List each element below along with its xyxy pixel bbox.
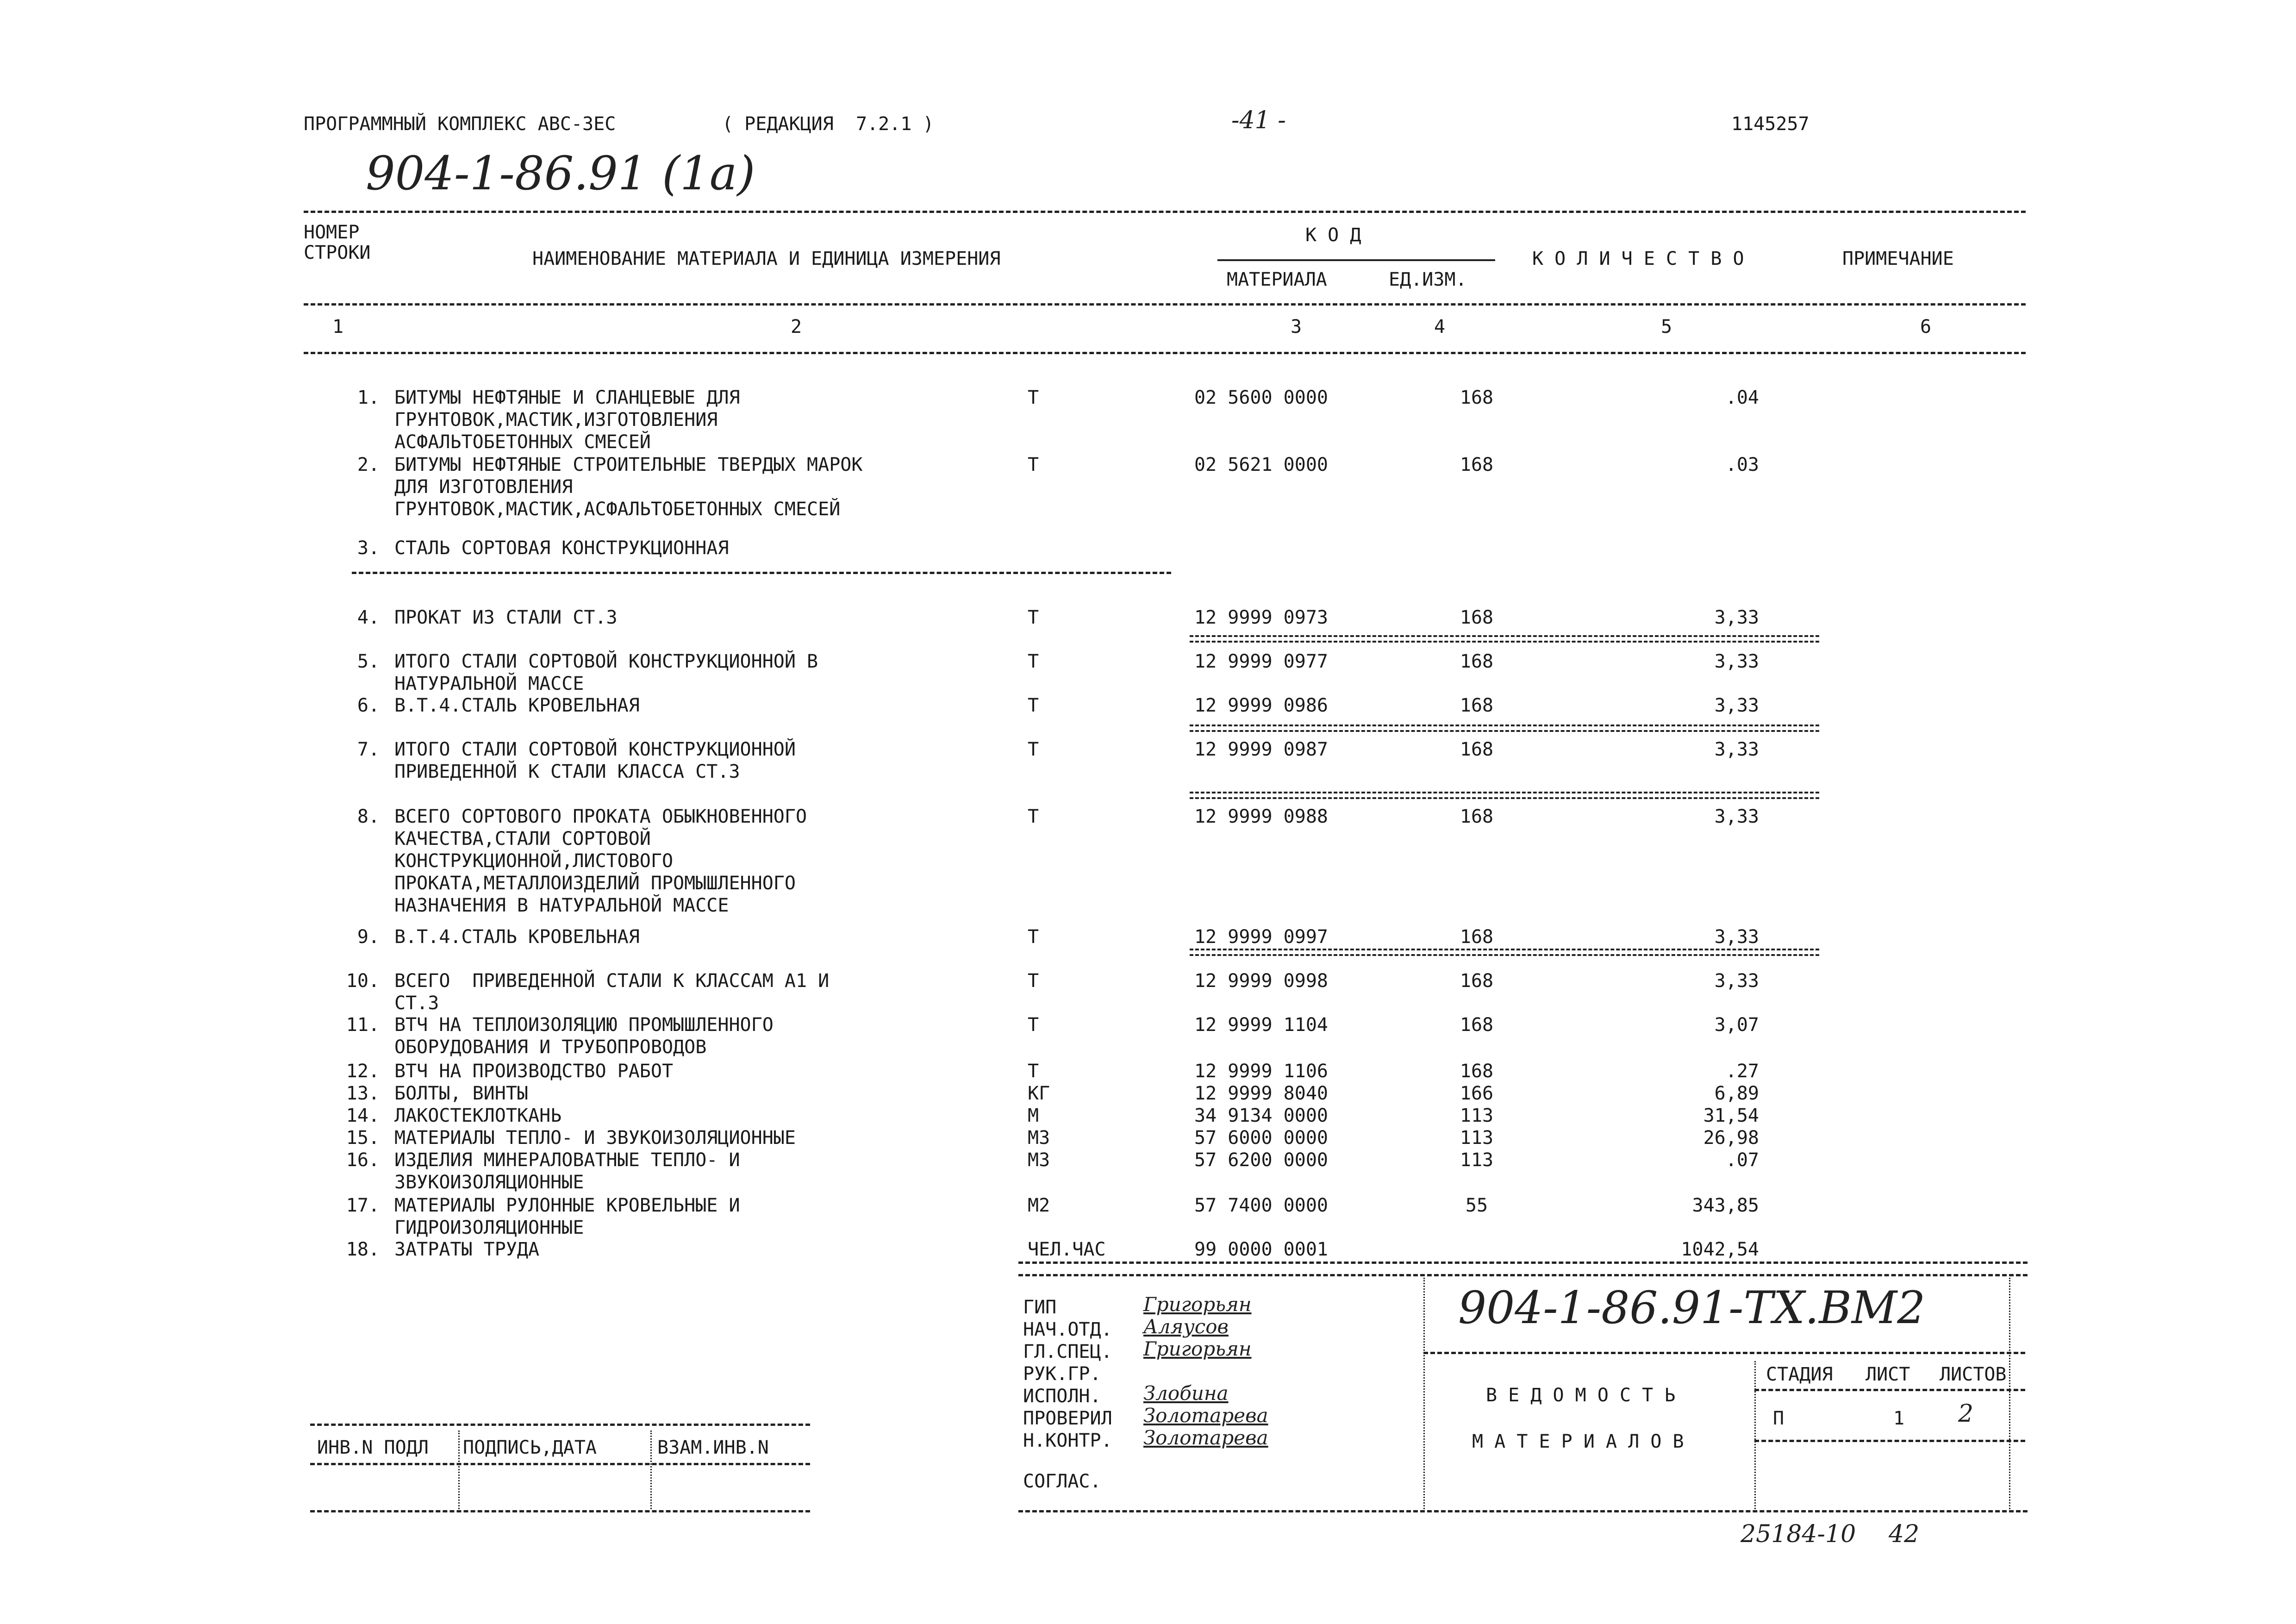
row-unit: М2 (1028, 1195, 1050, 1216)
stamp-bottom-rule (1018, 1510, 2028, 1512)
row-quantity: 3,33 (1714, 739, 1759, 760)
row-number: 14. (346, 1105, 380, 1126)
row-unit-code: 55 (1465, 1195, 1488, 1216)
row-number: 6. (357, 695, 380, 716)
col-num-1: 1 (332, 316, 344, 337)
row-quantity: 3,33 (1714, 970, 1759, 992)
row-name-line: МАТЕРИАЛЫ РУЛОННЫЕ КРОВЕЛЬНЫЕ И (394, 1195, 740, 1216)
stamp-role: ГЛ.СПЕЦ. (1023, 1341, 1112, 1362)
code-subrule (1217, 259, 1495, 261)
row-name-line: ВТЧ НА ТЕПЛОИЗОЛЯЦИЮ ПРОМЫШЛЕННОГО (394, 1014, 774, 1036)
row-name-line: ЗАТРАТЫ ТРУДА (394, 1239, 540, 1260)
sheet-header: ЛИСТ (1866, 1364, 1910, 1385)
stamp-signatory: Золотарева (1143, 1404, 1268, 1427)
col-num-2: 2 (790, 316, 802, 337)
stamp-divider-2 (1754, 1361, 1756, 1509)
row-name-line: АСФАЛЬТОБЕТОННЫХ СМЕСЕЙ (394, 431, 651, 453)
total-rule-row4 (1190, 635, 1819, 643)
row-number: 5. (357, 651, 380, 672)
col-num-5: 5 (1660, 316, 1672, 337)
col-num-6: 6 (1920, 316, 1932, 337)
row-name-line: БИТУМЫ НЕФТЯНЫЕ СТРОИТЕЛЬНЫЕ ТВЕРДЫХ МАРОК (394, 454, 863, 475)
inv-bottom-rule (310, 1510, 810, 1512)
stamp-signatory: Злобина (1143, 1382, 1229, 1405)
col-quantity: К О Л И Ч Е С Т В О (1532, 248, 1744, 269)
stamp-role: СОГЛАС. (1023, 1471, 1101, 1492)
row-material-code: 02 5621 0000 (1194, 454, 1328, 475)
stamp-role: РУК.ГР. (1023, 1363, 1101, 1385)
doc-title-1: В Е Д О М О С Т Ь (1486, 1385, 1676, 1406)
header-mid-rule (304, 303, 2026, 306)
row-number: 16. (346, 1149, 380, 1171)
row-unit: М3 (1028, 1127, 1050, 1149)
page-mark: -41 - (1231, 106, 1286, 134)
row-number: 1. (357, 387, 380, 408)
stamp-signatory: Григорьян (1143, 1293, 1252, 1316)
row-unit-code: 168 (1460, 651, 1494, 672)
stamp-divider-3 (2009, 1278, 2010, 1509)
row-number: 8. (357, 806, 380, 827)
row-material-code: 57 6000 0000 (1194, 1127, 1328, 1149)
row-number: 13. (346, 1083, 380, 1104)
stamp-role: ГИП (1023, 1297, 1057, 1318)
row-unit-code: 168 (1460, 806, 1494, 827)
row-quantity: 3,33 (1714, 926, 1759, 948)
row-name-line: ЛАКОСТЕКЛОТКАНЬ (394, 1105, 562, 1126)
row-unit: Т (1028, 651, 1039, 672)
row-material-code: 12 9999 1106 (1194, 1061, 1328, 1082)
footer-code: 25184-10 (1741, 1520, 1856, 1548)
row-material-code: 99 0000 0001 (1194, 1239, 1328, 1260)
stamp-role: Н.КОНТР. (1023, 1430, 1112, 1451)
row-material-code: 12 9999 1104 (1194, 1014, 1328, 1036)
row-unit-code: 168 (1460, 387, 1494, 408)
row-name-line: СТАЛЬ СОРТОВАЯ КОНСТРУКЦИОННАЯ (394, 537, 729, 559)
replace-inv-label: ВЗАМ.ИНВ.N (657, 1437, 769, 1458)
row-name-line: КОНСТРУКЦИОННОЙ,ЛИСТОВОГО (394, 850, 674, 872)
row-unit-code: 168 (1460, 926, 1494, 948)
row-name-line: СТ.3 (394, 993, 439, 1014)
stamp-top-rule (1018, 1262, 2028, 1264)
total-rule-row7 (1190, 792, 1819, 799)
row-quantity: 3,33 (1714, 651, 1759, 672)
row-unit: Т (1028, 739, 1039, 760)
row-name-line: ИТОГО СТАЛИ СОРТОВОЙ КОНСТРУКЦИОННОЙ (394, 739, 796, 760)
row-material-code: 12 9999 0997 (1194, 926, 1328, 948)
signature-date-label: ПОДПИСЬ,ДАТА (463, 1437, 597, 1458)
row-unit: Т (1028, 1061, 1039, 1082)
stamp-role: НАЧ.ОТД. (1023, 1319, 1112, 1340)
row-unit: М3 (1028, 1149, 1050, 1171)
row-quantity: 3,07 (1714, 1014, 1759, 1036)
inv-divider-2 (650, 1430, 652, 1509)
edition: ( РЕДАКЦИЯ 7.2.1 ) (722, 113, 934, 135)
header-bottom-rule (304, 352, 2026, 354)
row-unit: Т (1028, 454, 1039, 475)
row-number: 9. (357, 926, 380, 948)
row-unit: Т (1028, 926, 1039, 948)
sheets-value: 2 (1958, 1400, 1974, 1428)
doc-code: 904-1-86.91-ТХ.ВМ2 (1458, 1282, 1926, 1334)
row-quantity: .04 (1725, 387, 1759, 408)
stamp-divider-1 (1423, 1278, 1425, 1509)
row-name-line: ВСЕГО СОРТОВОГО ПРОКАТА ОБЫКНОВЕННОГО (394, 806, 807, 827)
row-material-code: 57 7400 0000 (1194, 1195, 1328, 1216)
row-unit: Т (1028, 695, 1039, 716)
row-material-code: 12 9999 0988 (1194, 806, 1328, 827)
stamp-signatory: Аляусов (1143, 1315, 1229, 1338)
row-quantity: 31,54 (1703, 1105, 1759, 1126)
col-note: ПРИМЕЧАНИЕ (1842, 248, 1954, 269)
row-quantity: 3,33 (1714, 695, 1759, 716)
row-name-line: МАТЕРИАЛЫ ТЕПЛО- И ЗВУКОИЗОЛЯЦИОННЫЕ (394, 1127, 796, 1149)
row-name-line: ПРИВЕДЕННОЙ К СТАЛИ КЛАССА СТ.3 (394, 761, 740, 782)
row-unit: ЧЕЛ.ЧАС (1028, 1239, 1106, 1260)
col-num-3: 3 (1290, 316, 1302, 337)
row-unit-code: 168 (1460, 1061, 1494, 1082)
row-name-line: ПРОКАТ ИЗ СТАЛИ СТ.3 (394, 607, 618, 628)
row-unit: М (1028, 1105, 1039, 1126)
row-quantity: 3,33 (1714, 607, 1759, 628)
row-unit-code: 168 (1460, 970, 1494, 992)
row-name-line: ГРУНТОВОК,МАСТИК,ИЗГОТОВЛЕНИЯ (394, 409, 718, 431)
stage-rule-2 (1754, 1440, 2025, 1442)
inv-top-rule (310, 1424, 810, 1426)
row-quantity: 1042,54 (1681, 1239, 1759, 1260)
doc-title-2: М А Т Е Р И А Л О В (1472, 1431, 1684, 1452)
row-unit-code: 113 (1460, 1149, 1494, 1171)
row-quantity: .07 (1725, 1149, 1759, 1171)
sheet-value: 1 (1893, 1408, 1905, 1429)
row-name-line: ВТЧ НА ПРОИЗВОДСТВО РАБОТ (394, 1061, 674, 1082)
row-name-line: БОЛТЫ, ВИНТЫ (394, 1083, 528, 1104)
row-quantity: 3,33 (1714, 806, 1759, 827)
row-unit-code: 166 (1460, 1083, 1494, 1104)
row-unit-code: 113 (1460, 1105, 1494, 1126)
row-name-line: ОБОРУДОВАНИЯ И ТРУБОПРОВОДОВ (394, 1037, 707, 1058)
row-quantity: .03 (1725, 454, 1759, 475)
row-number: 18. (346, 1239, 380, 1260)
stamp-role: ПРОВЕРИЛ (1023, 1408, 1112, 1429)
row-unit: Т (1028, 806, 1039, 827)
row-unit: Т (1028, 607, 1039, 628)
row-material-code: 02 5600 0000 (1194, 387, 1328, 408)
row-number: 12. (346, 1061, 380, 1082)
row-name-line: ДЛЯ ИЗГОТОВЛЕНИЯ (394, 476, 573, 498)
stamp-code-rule (1423, 1352, 2025, 1354)
row-number: 3. (357, 537, 380, 559)
row-number: 10. (346, 970, 380, 992)
stamp-signatory: Григорьян (1143, 1337, 1252, 1360)
row-unit: Т (1028, 970, 1039, 992)
row-unit: Т (1028, 387, 1039, 408)
row-number: 15. (346, 1127, 380, 1149)
row-unit: КГ (1028, 1083, 1050, 1104)
inv-no-label: ИНВ.N ПОДЛ (317, 1437, 429, 1458)
inv-mid-rule (310, 1463, 810, 1465)
row-name-line: КАЧЕСТВА,СТАЛИ СОРТОВОЙ (394, 828, 651, 849)
inv-divider-1 (458, 1430, 460, 1509)
col-num-4: 4 (1434, 316, 1446, 337)
row-number: 4. (357, 607, 380, 628)
row-name-line: ГИДРОИЗОЛЯЦИОННЫЕ (394, 1217, 584, 1238)
col-row-no: НОМЕР СТРОКИ (304, 222, 371, 263)
program-title: ПРОГРАММНЫЙ КОМПЛЕКС АВС-3ЕС (304, 113, 616, 135)
col-code: К О Д (1305, 225, 1361, 246)
row-material-code: 57 6200 0000 (1194, 1149, 1328, 1171)
row-unit-code: 168 (1460, 607, 1494, 628)
sheets-header: ЛИСТОВ (1940, 1364, 2007, 1385)
footer-page: 42 (1889, 1520, 1920, 1548)
row-material-code: 34 9134 0000 (1194, 1105, 1328, 1126)
row-unit: Т (1028, 1014, 1039, 1036)
row-material-code: 12 9999 8040 (1194, 1083, 1328, 1104)
row-name-line: БИТУМЫ НЕФТЯНЫЕ И СЛАНЦЕВЫЕ ДЛЯ (394, 387, 740, 408)
row-material-code: 12 9999 0986 (1194, 695, 1328, 716)
row-unit-code: 168 (1460, 695, 1494, 716)
stamp-role: ИСПОЛН. (1023, 1386, 1101, 1407)
row-unit-code: 168 (1460, 1014, 1494, 1036)
row-material-code: 12 9999 0977 (1194, 651, 1328, 672)
row-quantity: 6,89 (1714, 1083, 1759, 1104)
row-number: 2. (357, 454, 380, 475)
row-quantity: 26,98 (1703, 1127, 1759, 1149)
stage-value: П (1773, 1408, 1784, 1429)
stage-rule (1754, 1389, 2025, 1391)
row-number: 11. (346, 1014, 380, 1036)
row-quantity: .27 (1725, 1061, 1759, 1082)
row-name-line: ВСЕГО ПРИВЕДЕННОЙ СТАЛИ К КЛАССАМ А1 И (394, 970, 830, 992)
total-rule-row9 (1190, 949, 1819, 956)
header-top-rule (304, 211, 2026, 213)
row-number: 17. (346, 1195, 380, 1216)
row-unit-code: 113 (1460, 1127, 1494, 1149)
section-rule-row3 (352, 572, 1171, 574)
row-quantity: 343,85 (1692, 1195, 1759, 1216)
row-number: 7. (357, 739, 380, 760)
row-name-line: НАТУРАЛЬНОЙ МАССЕ (394, 673, 584, 694)
row-name-line: ИТОГО СТАЛИ СОРТОВОЙ КОНСТРУКЦИОННОЙ В (394, 651, 818, 672)
row-name-line: В.Т.4.СТАЛЬ КРОВЕЛЬНАЯ (394, 926, 640, 948)
row-material-code: 12 9999 0998 (1194, 970, 1328, 992)
stamp-signatory: Золотарева (1143, 1426, 1268, 1449)
row-material-code: 12 9999 0987 (1194, 739, 1328, 760)
row-name-line: В.Т.4.СТАЛЬ КРОВЕЛЬНАЯ (394, 695, 640, 716)
col-material: МАТЕРИАЛА (1227, 269, 1327, 290)
stage-header: СТАДИЯ (1766, 1364, 1833, 1385)
stamp-second-rule (1018, 1274, 2028, 1276)
project-handwritten: 904-1-86.91 (1а) (366, 146, 755, 200)
row-name-line: ГРУНТОВОК,МАСТИК,АСФАЛЬТОБЕТОННЫХ СМЕСЕЙ (394, 499, 841, 520)
row-material-code: 12 9999 0973 (1194, 607, 1328, 628)
col-name: НАИМЕНОВАНИЕ МАТЕРИАЛА И ЕДИНИЦА ИЗМЕРЕНИЯ (532, 248, 1001, 269)
row-name-line: ИЗДЕЛИЯ МИНЕРАЛОВАТНЫЕ ТЕПЛО- И (394, 1149, 740, 1171)
row-unit-code: 168 (1460, 739, 1494, 760)
row-name-line: НАЗНАЧЕНИЯ В НАТУРАЛЬНОЙ МАССЕ (394, 895, 729, 916)
row-name-line: ПРОКАТА,МЕТАЛЛОИЗДЕЛИЙ ПРОМЫШЛЕННОГО (394, 873, 796, 894)
row-unit-code: 168 (1460, 454, 1494, 475)
document-number: 1145257 (1731, 113, 1809, 135)
total-rule-row6 (1190, 725, 1819, 732)
col-unit-code: ЕД.ИЗМ. (1389, 269, 1467, 290)
row-name-line: ЗВУКОИЗОЛЯЦИОННЫЕ (394, 1172, 584, 1193)
